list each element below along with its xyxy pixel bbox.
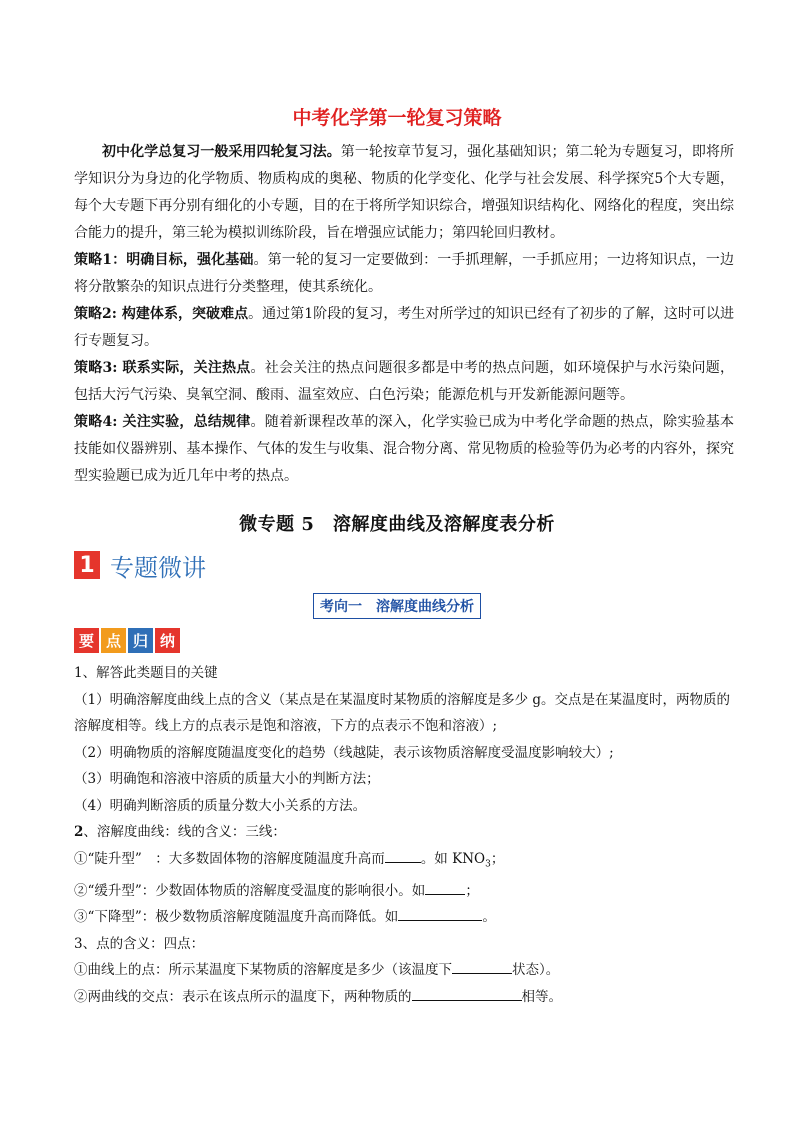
subscript: 3 bbox=[485, 859, 491, 870]
tag-gui: 归 bbox=[128, 628, 153, 653]
fill-blank-3[interactable] bbox=[398, 906, 482, 921]
strategy-4-text: 。随着新课程改革的深入，化学实验已成为中考化学命题的热点，除实验基本技能如仪器辨别、基本操作、气体的发生与收集、混合物分离、常见物质的检验等仍为必考的内容外，探究型实验题已成为近几年中考的热点。 bbox=[74, 414, 734, 484]
strategy-1 bbox=[74, 247, 734, 301]
tag-dian: 点 bbox=[101, 628, 126, 653]
section-header bbox=[74, 550, 206, 580]
intro-lead-bold: 初中化学总复习一般采用四轮复习法。 bbox=[102, 144, 341, 160]
heading-1: 1、解答此类题目的关键 bbox=[74, 665, 218, 681]
line-type-3 bbox=[74, 904, 734, 931]
heading-2 bbox=[74, 819, 734, 846]
intro-section bbox=[74, 139, 734, 490]
key-points-tags bbox=[74, 628, 180, 653]
heading-3: 3、点的含义：四点： bbox=[74, 935, 205, 952]
fill-blank-5[interactable] bbox=[412, 986, 522, 1001]
point-meaning-1-end: 状态）。 bbox=[512, 962, 560, 979]
point-3: （3）明确饱和溶液中溶质的质量大小的判断方法； bbox=[74, 771, 380, 787]
heading-2-num: 2 bbox=[74, 824, 84, 840]
line-type-2 bbox=[74, 878, 734, 905]
strategy-4-title: 策略4: 关注实验，总结规律 bbox=[74, 414, 251, 430]
strategy-1-title: 策略1：明确目标，强化基础 bbox=[74, 252, 254, 268]
point-meaning-1 bbox=[74, 957, 734, 984]
line-type-2-end: ； bbox=[465, 882, 479, 899]
tag-na: 纳 bbox=[155, 628, 180, 653]
point-meaning-2 bbox=[74, 984, 734, 1011]
fill-blank-4[interactable] bbox=[452, 959, 512, 974]
topic-subtitle: 微专题 5 溶解度曲线及溶解度表分析 bbox=[239, 514, 555, 535]
section-title: 专题微讲 bbox=[110, 553, 206, 582]
line-type-3-end: 。 bbox=[482, 909, 496, 926]
point-4: （4）明确判断溶质的质量分数大小关系的方法。 bbox=[74, 797, 367, 814]
direction-highlight: 曲 bbox=[418, 599, 432, 615]
section-number-badge: 1 bbox=[74, 551, 100, 579]
point-meaning-2-end: 相等。 bbox=[521, 988, 562, 1005]
line-type-1-text: ①“陡升型” ：大多数固体物的溶解度随温度升高而 bbox=[74, 850, 385, 867]
direction-box bbox=[0, 593, 794, 619]
line-type-2-text: ②“缓升型”：少数固体物质的溶解度受温度的影响很小。如 bbox=[74, 882, 426, 899]
strategy-2-text: 。通过第1阶段的复习，考生对所学过的知识已经有了初步的了解，这时可以进行专题复习。 bbox=[74, 306, 734, 349]
content-body bbox=[74, 660, 734, 1010]
point-1: （1）明确溶解度曲线上点的含义（某点是在某温度时某物质的溶解度是多少 g。交点是在某温度时，两物质的溶解度相等。线上方的点表示是饱和溶液，下方的点表示不饱和溶液）; bbox=[74, 691, 731, 734]
fill-blank-1[interactable] bbox=[385, 848, 421, 863]
strategy-2-title: 策略2: 构建体系，突破难点 bbox=[74, 306, 249, 322]
line-type-1-end: ； bbox=[490, 850, 505, 867]
strategy-1-text: 。第一轮的复习一定要做到：一手抓理解，一手抓应用；一边将知识点，一边将分散繁杂的知识点进行分类整理，使其系统化。 bbox=[74, 252, 734, 295]
strategy-3 bbox=[74, 355, 734, 409]
strategy-3-text: 。社会关注的热点问题很多都是中考的热点问题，如环境保护与水污染问题，包括大污气污染、臭氧空洞、酸雨、温室效应、白色污染；能源危机与开发新能源问题等。 bbox=[74, 360, 734, 403]
fill-blank-2[interactable] bbox=[425, 880, 465, 895]
direction-label bbox=[313, 593, 481, 619]
direction-prefix: 考向一 溶解度 bbox=[320, 599, 418, 615]
intro-lead-text: 第一轮按章节复习，强化基础知识；第二轮为专题复习，即将所学知识分为身边的化学物质、物质构成的奥秘、物质的化学变化、化学与社会发展、科学探究5个大专题，每个大专题下再分别有细化的小专题，目的在于将所学知识综合，增强知识结构化、网络化的程度，突出综合能力的提升，第三轮为模拟训练阶段，旨在增强应试能力；第四轮回归教材。 bbox=[74, 144, 735, 241]
line-type-3-text: ③“下降型”：极少数物质溶解度随温度升高而降低。如 bbox=[74, 909, 399, 926]
page-title: 中考化学第一轮复习策略 bbox=[292, 107, 502, 129]
point-meaning-2-text: ②两曲线的交点：表示在该点所示的温度下，两种物质的 bbox=[74, 988, 412, 1005]
strategy-2 bbox=[74, 301, 734, 355]
intro-paragraph bbox=[74, 139, 734, 247]
point-2: （2）明确物质的溶解度随温度变化的趋势（线越陡，表示该物质溶解度受温度影响较大）; bbox=[74, 744, 614, 761]
point-meaning-1-text: ①曲线上的点：所示某温度下某物质的溶解度是多少（该温度下 bbox=[74, 962, 452, 979]
strategy-4 bbox=[74, 409, 734, 490]
tag-yao: 要 bbox=[74, 628, 99, 653]
line-type-1 bbox=[74, 846, 734, 878]
line-type-1-example: 。如 KNO bbox=[420, 850, 486, 867]
strategy-3-title: 策略3: 联系实际，关注热点 bbox=[74, 360, 251, 376]
heading-2-text: 、溶解度曲线：线的含义：三线： bbox=[83, 824, 286, 840]
direction-suffix: 线分析 bbox=[432, 599, 474, 615]
